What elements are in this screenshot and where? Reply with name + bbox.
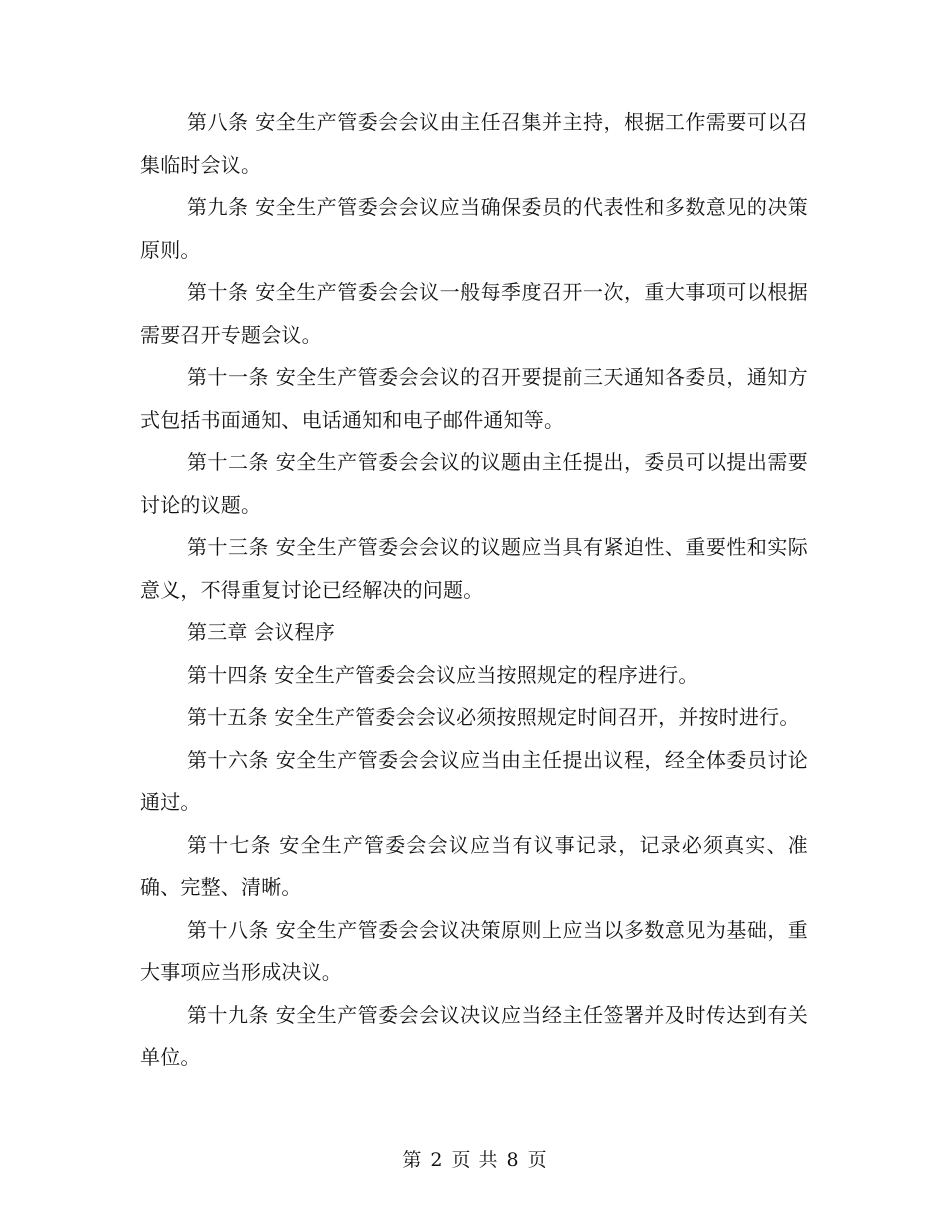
paragraph-article-15: 第十五条 安全生产管委会会议必须按照规定时间召开，并按时进行。 <box>187 705 800 729</box>
paragraph-article-10: 第十条 安全生产管委会会议一般每季度召开一次，重大事项可以根据需要召开专题会议。 <box>140 280 808 347</box>
paragraph-article-9: 第九条 安全生产管委会会议应当确保委员的代表性和多数意见的决策原则。 <box>140 195 808 262</box>
paragraph-article-19: 第十九条 安全生产管委会会议决议应当经主任签署并及时传达到有关单位。 <box>140 1002 808 1069</box>
paragraph-article-14: 第十四条 安全生产管委会会议应当按照规定的程序进行。 <box>187 662 699 687</box>
total-page-number: 8 <box>506 1149 520 1171</box>
paragraph-article-16: 第十六条 安全生产管委会会议应当由主任提出议程，经全体委员讨论通过。 <box>140 747 808 814</box>
footer-middle: 页 共 <box>451 1149 499 1171</box>
page-footer <box>0 1145 950 1175</box>
paragraph-article-12: 第十二条 安全生产管委会会议的议题由主任提出，委员可以提出需要讨论的议题。 <box>140 450 808 517</box>
paragraph-article-8: 第八条 安全生产管委会会议由主任召集并主持，根据工作需要可以召集临时会议。 <box>140 110 808 177</box>
paragraph-article-11: 第十一条 安全生产管委会会议的召开要提前三天通知各委员，通知方式包括书面通知、电话通知和电子邮件通知等。 <box>140 365 808 432</box>
footer-suffix: 页 <box>527 1149 548 1171</box>
chapter-heading: 第三章 会议程序 <box>187 620 335 644</box>
footer-prefix: 第 <box>402 1149 423 1171</box>
paragraph-article-13: 第十三条 安全生产管委会会议的议题应当具有紧迫性、重要性和实际意义，不得重复讨论已经解决的问题。 <box>140 535 808 602</box>
document-body <box>140 101 808 1079</box>
paragraph-article-18: 第十八条 安全生产管委会会议决策原则上应当以多数意见为基础，重大事项应当形成决议。 <box>140 917 808 984</box>
current-page-number: 2 <box>430 1149 444 1171</box>
paragraph-article-17: 第十七条 安全生产管委会会议应当有议事记录，记录必须真实、准确、完整、清晰。 <box>140 832 808 899</box>
